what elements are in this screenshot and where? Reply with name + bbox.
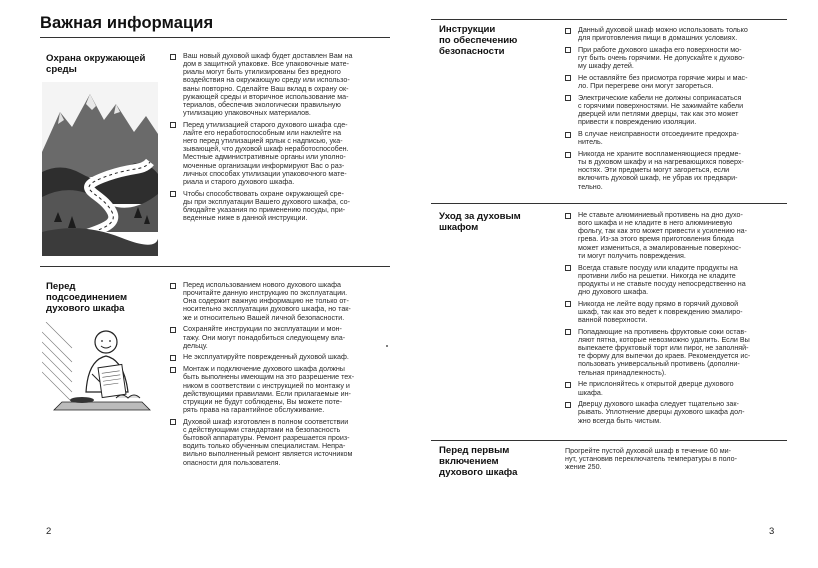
checkbox-square-icon [565, 28, 571, 34]
list-item [170, 121, 392, 186]
list-item [565, 264, 787, 297]
item-line: дно духового шкафа. [578, 288, 649, 296]
item-line: Ваш новый духовой шкаф будет доставлен Вам на [183, 52, 353, 60]
checkbox-square-icon [170, 191, 176, 197]
item-line: воздействия на окружающую среду или использо- [183, 76, 350, 85]
item-line: ником в соответствии с инструкцией по монтажу и [183, 381, 350, 390]
heading-line: Инструкции [439, 24, 496, 35]
item-line: ностях. Эти предметы могут загореться, если [578, 166, 730, 175]
item-line: с действующими стандартами на безопасность [183, 425, 341, 434]
checkbox-square-icon [565, 47, 571, 53]
checkbox-square-icon [565, 301, 571, 307]
item-line: жно всегда быть чистым. [578, 416, 662, 425]
item-line: него перед утилизацией ярлык с надписью, ука- [183, 137, 343, 146]
environment-list [170, 52, 392, 226]
section-divider [431, 440, 787, 441]
right-page [409, 0, 818, 568]
page-number-right: 3 [769, 526, 775, 537]
checkbox-square-icon [565, 75, 571, 81]
item-line: ты в духовом шкафу и на нагревающихся поверх- [578, 158, 744, 167]
item-line: Всегда ставьте посуду или кладите продукты на [578, 263, 738, 272]
safety-list [565, 26, 787, 194]
item-line: действующими правилами. Если прилагаемые ин- [183, 389, 351, 398]
item-line: Никогда не храните воспламеняющиеся предме- [578, 150, 741, 158]
heading-environment-line-2: среды [46, 64, 77, 75]
list-item [565, 26, 787, 42]
item-line: риалы могут быть утилизированы без вредного [183, 68, 341, 77]
list-item [565, 211, 787, 260]
item-line: противни либо на решетки. Никогда не кладите [578, 271, 736, 280]
item-line: выпекаете фруктовый торт или пирог, не заполняй- [578, 344, 749, 353]
item-line: лайте его неработоспособным или наклейте на [183, 129, 342, 137]
item-line: Никогда не лейте воду прямо в горячий духовой [578, 299, 739, 308]
item-line: грева. Из-за этого время приготовления блюда [578, 235, 734, 244]
item-line: Местные административные органы или уполно- [183, 153, 346, 162]
item-line: тельно. [578, 182, 603, 191]
item-line: дельцу. [183, 341, 208, 350]
item-line: для приготовления пищи в домашних условиях. [578, 34, 738, 43]
checkbox-square-icon [170, 54, 176, 60]
item-line: ти могут получить повреждения. [578, 251, 686, 260]
list-item [170, 325, 392, 349]
item-line: ляют пятна, которые невозможно удалить. Если Вы [578, 335, 750, 344]
item-line: териалов, обеспечив экологически правильную [183, 100, 341, 109]
heading-line: Уход за духовым [439, 211, 521, 222]
item-line: личных способах утилизации упаковочного мате- [183, 169, 347, 178]
section-divider [431, 19, 787, 20]
item-line: Чтобы способствовать охране окружающей сре- [183, 189, 344, 198]
item-line: Не оставляйте без присмотра горячие жиры и мас- [578, 73, 748, 82]
item-line: нитель. [578, 138, 603, 147]
heading-line: шкафом [439, 222, 479, 233]
item-line: ды при эксплуатации Вашего духового шкафа, со- [183, 197, 350, 206]
list-item [565, 150, 787, 191]
list-item [565, 94, 787, 127]
item-line: ружающей среды и вторичное использование ма- [183, 92, 349, 101]
page-number-left: 2 [46, 526, 52, 537]
checkbox-square-icon [565, 402, 571, 408]
heading-line: духового шкафа [439, 467, 518, 478]
item-line: включить духовой шкаф, не убрав их предвари- [578, 174, 738, 183]
heading-before-connection [46, 281, 127, 314]
item-line: прочитайте данную инструкцию по эксплуатации. [183, 289, 348, 298]
heading-line: подсоединением [46, 292, 128, 303]
item-line: водить только обученным специалистам. Непра- [183, 442, 346, 451]
section-divider [431, 203, 787, 204]
item-line: Не ставьте алюминиевый противень на дно духо- [578, 211, 743, 219]
item-line: может измениться, а эмалированные поверхнос- [578, 243, 742, 252]
item-line: носительно эксплуатации духового шкафа, но так- [183, 305, 351, 314]
item-line: Попадающие на противень фруктовые соки остав- [578, 327, 747, 336]
item-line: Дверцу духового шкафа следует тщательно зак- [578, 400, 739, 409]
list-item [170, 418, 392, 467]
item-line: веденные ниже в данной инструкции. [183, 214, 308, 223]
list-item [170, 52, 392, 117]
item-line: зывающей, что духовой шкаф неработоспособен. [183, 145, 349, 154]
item-line: с горячими поверхностями. Не зажимайте кабели [578, 102, 744, 111]
before-connection-list [170, 281, 392, 470]
list-item [565, 400, 787, 424]
item-line: вильно выполненный ремонт является источником [183, 450, 353, 459]
item-line: быть выполнены имеющим на это разрешение тех- [183, 373, 355, 382]
item-line: Монтаж и подключение духового шкафа должны [183, 365, 345, 374]
item-line: же и относительно Вашей личной безопасности. [183, 313, 345, 322]
heading-environment [46, 53, 145, 75]
checkbox-square-icon [565, 265, 571, 271]
item-line: вого шкафа и не кладите в него алюминиевую [578, 219, 733, 228]
item-line: струкции не будут соблюдены, Вы можете поте- [183, 397, 343, 406]
checkbox-square-icon [565, 382, 571, 388]
checkbox-square-icon [170, 355, 176, 361]
heading-safety [439, 24, 517, 57]
item-line: моченные организации информируют Вас о раз- [183, 161, 345, 170]
item-line: ванной поверхности. [578, 316, 648, 325]
heading-line: включением [439, 456, 499, 467]
checkbox-square-icon [170, 419, 176, 425]
item-line: тельная принадлежность). [578, 368, 667, 377]
list-item [170, 281, 392, 322]
checkbox-square-icon [565, 95, 571, 101]
title-divider [40, 37, 390, 38]
checkbox-square-icon [565, 329, 571, 335]
item-line: шкаф, так как это ведет к повреждению эмалиро- [578, 307, 743, 316]
item-line: блюдайте указания по применению посуды, при- [183, 206, 346, 214]
item-line: опасности для пользователя. [183, 458, 281, 467]
heading-environment-line-1: Охрана окружающей [46, 53, 146, 64]
item-line: дверцей или петлями дверцы, так как это может [578, 110, 739, 119]
heading-line: духового шкафа [46, 303, 125, 314]
item-line: продукты и не ставьте посуду непосредственно на [578, 279, 746, 288]
item-line: гут быть очень горячими. Не допускайте к духово- [578, 54, 745, 63]
item-line: му шкафу детей. [578, 62, 634, 71]
item-line: ваны повторно. Сделайте Ваш вклад в охрану ок- [183, 84, 349, 93]
item-line: дом в защитной упаковке. Все упаковочные мате- [183, 60, 350, 69]
item-line: Не прислоняйтесь к открытой дверце духового [578, 380, 734, 389]
item-line: тажу. Они могут понадобиться следующему вла- [183, 333, 346, 342]
heading-oven-care [439, 211, 521, 233]
item-line: Духовой шкаф изготовлен в полном соответствии [183, 417, 349, 426]
checkbox-square-icon [170, 283, 176, 289]
heading-line: Перед первым [439, 445, 510, 456]
paragraph-line: жение 250. [565, 463, 602, 472]
checkbox-square-icon [565, 132, 571, 138]
checkbox-square-icon [565, 213, 571, 219]
item-line: Перед использованием нового духового шкафа [183, 281, 341, 289]
item-line: фольгу, так как это может привести к усилению на- [578, 227, 748, 236]
item-line: Перед утилизацией старого духового шкафа сде- [183, 120, 348, 129]
checkbox-square-icon [170, 367, 176, 373]
heading-line: Перед [46, 281, 76, 292]
oven-care-list [565, 211, 787, 428]
list-item [565, 300, 787, 324]
item-line: При работе духового шкафа его поверхности мо- [578, 45, 742, 54]
checkbox-square-icon [170, 327, 176, 333]
item-line: рывать. Уплотнение дверцы духового шкафа дол- [578, 408, 745, 417]
list-item [170, 353, 392, 361]
list-item [565, 130, 787, 146]
item-line: бытовой аппаратуры. Ремонт разрешается произ- [183, 434, 350, 443]
person-reading-manual-illustration [42, 322, 158, 418]
item-line: рять права на гарантийное обслуживание. [183, 405, 325, 414]
heading-first-use [439, 445, 518, 478]
paragraph-line: нут, установив переключатель температуры в поло- [565, 455, 738, 464]
paragraph-line: Прогрейте пустой духовой шкаф в течение 60 ми- [565, 447, 731, 455]
checkbox-square-icon [170, 122, 176, 128]
list-item [565, 46, 787, 70]
list-item [565, 380, 787, 396]
item-line: шкафа. [578, 388, 603, 397]
item-line: ло. При перегреве они могут загореться. [578, 82, 714, 91]
item-line: Сохраняйте инструкции по эксплуатации и мон- [183, 325, 342, 334]
item-line: риала и старого духового шкафа. [183, 177, 295, 186]
list-item [565, 328, 787, 377]
item-line: В случае неисправности отсоедините предохра- [578, 130, 739, 139]
heading-line: по обеспечению [439, 35, 518, 46]
item-line: привести к повреждению изоляции. [578, 118, 697, 127]
item-line: те форму для выпечки до краев. Рекомендуется ис- [578, 352, 751, 361]
page-title: Важная информация [40, 14, 214, 32]
stray-dot [386, 345, 388, 347]
list-item [170, 365, 392, 414]
heading-line: безопасности [439, 46, 505, 57]
item-line: Данный духовой шкаф можно использовать только [578, 26, 748, 34]
first-use-paragraph [565, 447, 787, 471]
item-line: Не эксплуатируйте поврежденный духовой шкаф. [183, 353, 349, 362]
mountain-landscape-illustration [42, 82, 158, 256]
list-item [170, 190, 392, 223]
item-line: утилизацию упаковочных материалов. [183, 109, 311, 118]
item-line: Она содержит важную информацию не только от- [183, 297, 349, 306]
checkbox-square-icon [565, 152, 571, 158]
item-line: Электрические кабели не должны соприкасаться [578, 93, 742, 102]
section-divider [40, 266, 390, 267]
list-item [565, 74, 787, 90]
item-line: пользовать универсальный противень (дополни- [578, 360, 740, 369]
